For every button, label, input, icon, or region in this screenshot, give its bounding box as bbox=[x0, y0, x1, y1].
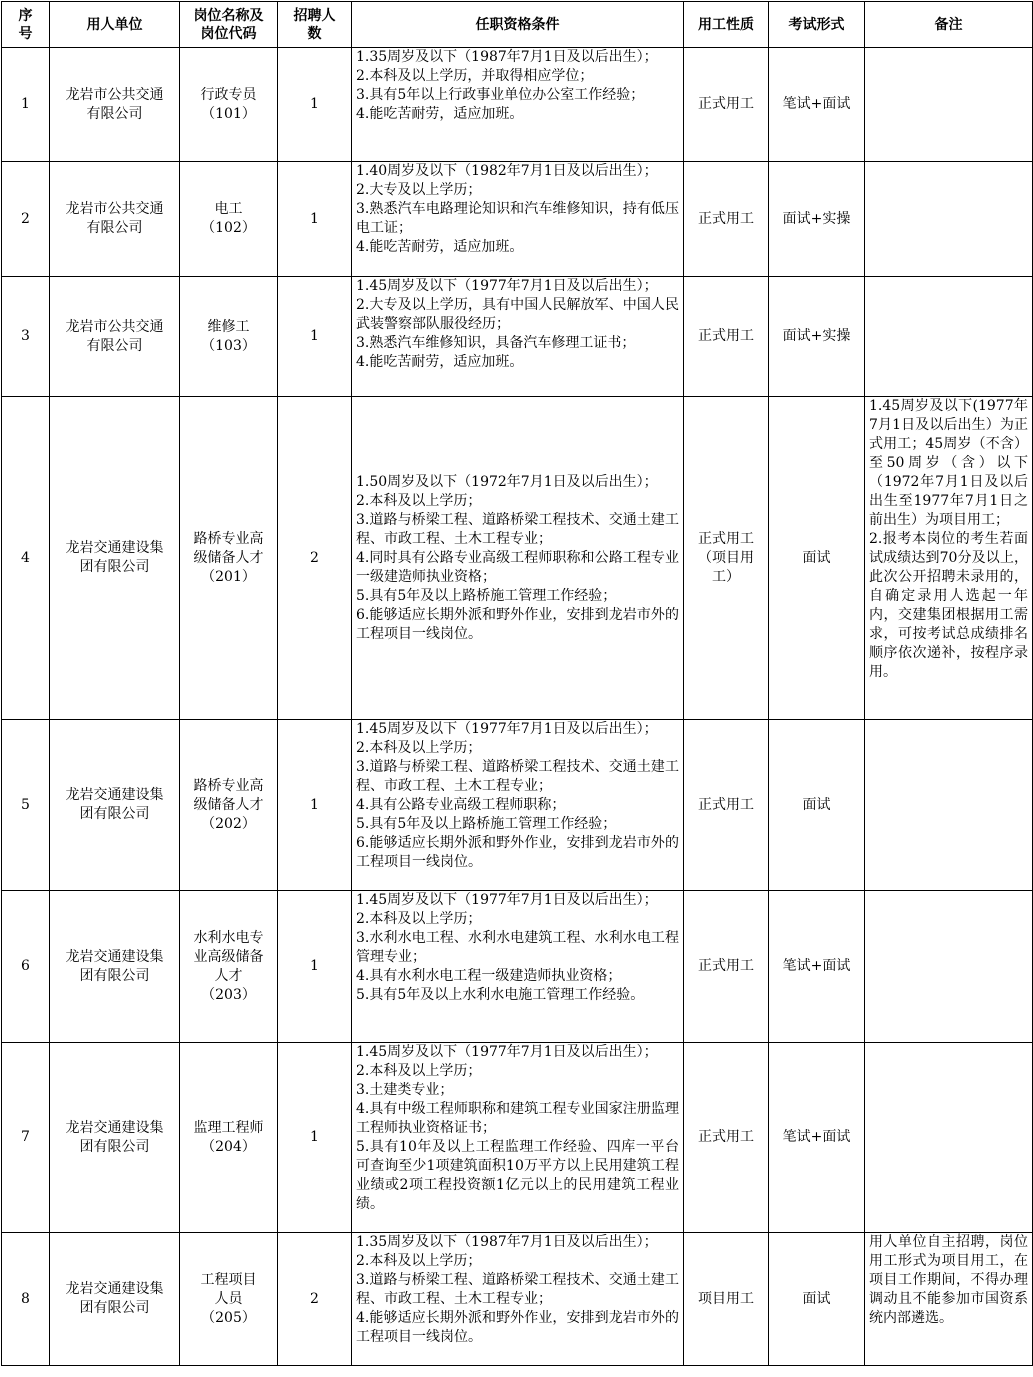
condition-item: 2.本科及以上学历； bbox=[356, 911, 482, 927]
exam-cell: 面试 bbox=[769, 397, 865, 720]
unit-cell: 龙岩市公共交通 有限公司 bbox=[50, 277, 180, 397]
condition-item: 2.本科及以上学历； bbox=[356, 1063, 482, 1079]
note-cell bbox=[865, 720, 1033, 891]
conditions-cell bbox=[352, 1043, 684, 1233]
count-cell: 1 bbox=[278, 277, 352, 397]
condition-item: 3.道路与桥梁工程、道路桥梁工程技术、交通土建工程、市政工程、土木工程专业； bbox=[356, 759, 679, 794]
table-row bbox=[2, 397, 1033, 720]
header-exam: 考试形式 bbox=[769, 2, 865, 48]
table-row bbox=[2, 1043, 1033, 1233]
nature-cell: 正式用工 bbox=[684, 48, 769, 162]
condition-item: 5.具有5年及以上水利水电施工管理工作经验。 bbox=[356, 987, 645, 1003]
conditions-cell bbox=[352, 1233, 684, 1366]
condition-item: 3.道路与桥梁工程、道路桥梁工程技术、交通土建工程、市政工程、土木工程专业； bbox=[356, 1272, 679, 1307]
condition-item: 3.熟悉汽车维修知识，具备汽车修理工证书； bbox=[356, 335, 636, 351]
seq-cell: 7 bbox=[2, 1043, 50, 1233]
table-row bbox=[2, 891, 1033, 1043]
seq-cell: 4 bbox=[2, 397, 50, 720]
note-cell: 1.45周岁及以下(1977年7月1日及以后出生）为正式用工；45周岁（不含）至50周岁（含）以下（1972年7月1日及以后出生至1977年7月1日之前出生）为项目用工； 2.报考本岗位的考生若面试成绩达到70分及以上，此次公开招聘未录用的，自确定录用人选起一年内，交建集团根据用工需求，可按考试总成绩排名顺序依次递补，按程序录用。 bbox=[865, 397, 1033, 720]
condition-item: 5.具有10年及以上工程监理工作经验、四库一平台可查询至少1项建筑面积10万平方以上民用建筑工程业绩或2项工程投资额1亿元以上的民用建筑工程业绩。 bbox=[356, 1139, 679, 1212]
conditions-cell bbox=[352, 720, 684, 891]
conditions-cell bbox=[352, 891, 684, 1043]
position-cell: 水利水电专 业高级储备 人才 （203） bbox=[180, 891, 278, 1043]
seq-cell: 1 bbox=[2, 48, 50, 162]
nature-cell: 正式用工 bbox=[684, 162, 769, 277]
seq-cell: 2 bbox=[2, 162, 50, 277]
condition-item: 4.能吃苦耐劳，适应加班。 bbox=[356, 354, 524, 370]
unit-cell: 龙岩交通建设集 团有限公司 bbox=[50, 1233, 180, 1366]
condition-item: 2.本科及以上学历； bbox=[356, 740, 482, 756]
condition-item: 3.土建类专业； bbox=[356, 1082, 454, 1098]
note-cell bbox=[865, 891, 1033, 1043]
count-cell: 2 bbox=[278, 1233, 352, 1366]
condition-item: 1.35周岁及以下（1987年7月1日及以后出生）； bbox=[356, 49, 658, 65]
exam-cell: 笔试+面试 bbox=[769, 48, 865, 162]
note-cell bbox=[865, 1043, 1033, 1233]
exam-cell: 面试 bbox=[769, 1233, 865, 1366]
position-cell: 路桥专业高 级储备人才 （201） bbox=[180, 397, 278, 720]
position-cell: 工程项目 人员 （205） bbox=[180, 1233, 278, 1366]
count-cell: 1 bbox=[278, 162, 352, 277]
conditions-cell bbox=[352, 162, 684, 277]
condition-item: 1.45周岁及以下（1977年7月1日及以后出生）； bbox=[356, 278, 658, 294]
conditions-cell bbox=[352, 48, 684, 162]
table-row bbox=[2, 720, 1033, 891]
condition-item: 2.大专及以上学历，具有中国人民解放军、中国人民武装警察部队服役经历； bbox=[356, 297, 679, 332]
nature-cell: 正式用工 bbox=[684, 720, 769, 891]
header-seq: 序 号 bbox=[2, 2, 50, 48]
unit-cell: 龙岩市公共交通 有限公司 bbox=[50, 162, 180, 277]
count-cell: 1 bbox=[278, 891, 352, 1043]
recruitment-table bbox=[1, 1, 1033, 1366]
seq-cell: 5 bbox=[2, 720, 50, 891]
nature-cell: 正式用工 bbox=[684, 891, 769, 1043]
exam-cell: 笔试+面试 bbox=[769, 891, 865, 1043]
note-cell bbox=[865, 48, 1033, 162]
conditions-cell bbox=[352, 277, 684, 397]
condition-item: 4.同时具有公路专业高级工程师职称和公路工程专业一级建造师执业资格； bbox=[356, 549, 679, 585]
condition-item: 4.具有水利水电工程一级建造师执业资格； bbox=[356, 968, 622, 984]
table-row bbox=[2, 277, 1033, 397]
count-cell: 1 bbox=[278, 720, 352, 891]
condition-item: 6.能够适应长期外派和野外作业，安排到龙岩市外的工程项目一线岗位。 bbox=[356, 606, 679, 642]
unit-cell: 龙岩交通建设集 团有限公司 bbox=[50, 1043, 180, 1233]
table-row bbox=[2, 48, 1033, 162]
condition-item: 4.具有中级工程师职称和建筑工程专业国家注册监理工程师执业资格证书； bbox=[356, 1101, 679, 1136]
exam-cell: 面试 bbox=[769, 720, 865, 891]
header-row bbox=[2, 2, 1033, 48]
condition-item: 2.本科及以上学历； bbox=[356, 492, 482, 509]
nature-cell: 正式用工 bbox=[684, 1043, 769, 1233]
exam-cell: 笔试+面试 bbox=[769, 1043, 865, 1233]
condition-item: 3.熟悉汽车电路理论知识和汽车维修知识，持有低压电工证； bbox=[356, 201, 679, 236]
unit-cell: 龙岩交通建设集 团有限公司 bbox=[50, 720, 180, 891]
unit-cell: 龙岩交通建设集 团有限公司 bbox=[50, 891, 180, 1043]
nature-cell: 正式用工 bbox=[684, 277, 769, 397]
position-cell: 维修工 （103） bbox=[180, 277, 278, 397]
note-cell: 用人单位自主招聘，岗位用工形式为项目用工，在项目工作期间，不得办理调动且不能参加市国资系统内部遴选。 bbox=[865, 1233, 1033, 1366]
condition-item: 1.45周岁及以下（1977年7月1日及以后出生）； bbox=[356, 1044, 658, 1060]
nature-cell: 项目用工 bbox=[684, 1233, 769, 1366]
count-cell: 2 bbox=[278, 397, 352, 720]
condition-item: 4.能吃苦耐劳，适应加班。 bbox=[356, 106, 524, 122]
condition-item: 5.具有5年及以上路桥施工管理工作经验； bbox=[356, 587, 617, 604]
condition-item: 1.35周岁及以下（1987年7月1日及以后出生）； bbox=[356, 1234, 658, 1250]
position-cell: 路桥专业高 级储备人才 （202） bbox=[180, 720, 278, 891]
condition-item: 2.大专及以上学历； bbox=[356, 182, 482, 198]
condition-item: 1.45周岁及以下（1977年7月1日及以后出生）； bbox=[356, 892, 658, 908]
seq-cell: 6 bbox=[2, 891, 50, 1043]
conditions-cell bbox=[352, 397, 684, 720]
condition-item: 4.具有公路专业高级工程师职称； bbox=[356, 797, 566, 813]
condition-item: 4.能够适应长期外派和野外作业，安排到龙岩市外的工程项目一线岗位。 bbox=[356, 1310, 679, 1345]
header-unit: 用人单位 bbox=[50, 2, 180, 48]
condition-item: 4.能吃苦耐劳，适应加班。 bbox=[356, 239, 524, 255]
seq-cell: 8 bbox=[2, 1233, 50, 1366]
header-count: 招聘人 数 bbox=[278, 2, 352, 48]
condition-item: 1.40周岁及以下（1982年7月1日及以后出生）； bbox=[356, 163, 658, 179]
header-position: 岗位名称及 岗位代码 bbox=[180, 2, 278, 48]
table-row bbox=[2, 1233, 1033, 1366]
position-cell: 行政专员 （101） bbox=[180, 48, 278, 162]
position-cell: 监理工程师 （204） bbox=[180, 1043, 278, 1233]
note-cell bbox=[865, 162, 1033, 277]
condition-item: 2.本科及以上学历，并取得相应学位； bbox=[356, 68, 594, 84]
unit-cell: 龙岩市公共交通 有限公司 bbox=[50, 48, 180, 162]
seq-cell: 3 bbox=[2, 277, 50, 397]
condition-item: 1.50周岁及以下（1972年7月1日及以后出生）； bbox=[356, 473, 658, 490]
header-conditions: 任职资格条件 bbox=[352, 2, 684, 48]
note-cell bbox=[865, 277, 1033, 397]
unit-cell: 龙岩交通建设集 团有限公司 bbox=[50, 397, 180, 720]
condition-item: 2.本科及以上学历； bbox=[356, 1253, 482, 1269]
condition-item: 3.水利水电工程、水利水电建筑工程、水利水电工程管理专业； bbox=[356, 930, 679, 965]
table-row bbox=[2, 162, 1033, 277]
count-cell: 1 bbox=[278, 48, 352, 162]
nature-cell: 正式用工 （项目用 工） bbox=[684, 397, 769, 720]
position-cell: 电工 （102） bbox=[180, 162, 278, 277]
condition-item: 5.具有5年及以上路桥施工管理工作经验； bbox=[356, 816, 617, 832]
header-nature: 用工性质 bbox=[684, 2, 769, 48]
condition-item: 6.能够适应长期外派和野外作业，安排到龙岩市外的工程项目一线岗位。 bbox=[356, 835, 679, 870]
condition-item: 1.45周岁及以下（1977年7月1日及以后出生）； bbox=[356, 721, 658, 737]
condition-item: 3.具有5年以上行政事业单位办公室工作经验； bbox=[356, 87, 645, 103]
exam-cell: 面试+实操 bbox=[769, 162, 865, 277]
exam-cell: 面试+实操 bbox=[769, 277, 865, 397]
header-note: 备注 bbox=[865, 2, 1033, 48]
condition-item: 3.道路与桥梁工程、道路桥梁工程技术、交通土建工程、市政工程、土木工程专业； bbox=[356, 511, 679, 547]
count-cell: 1 bbox=[278, 1043, 352, 1233]
